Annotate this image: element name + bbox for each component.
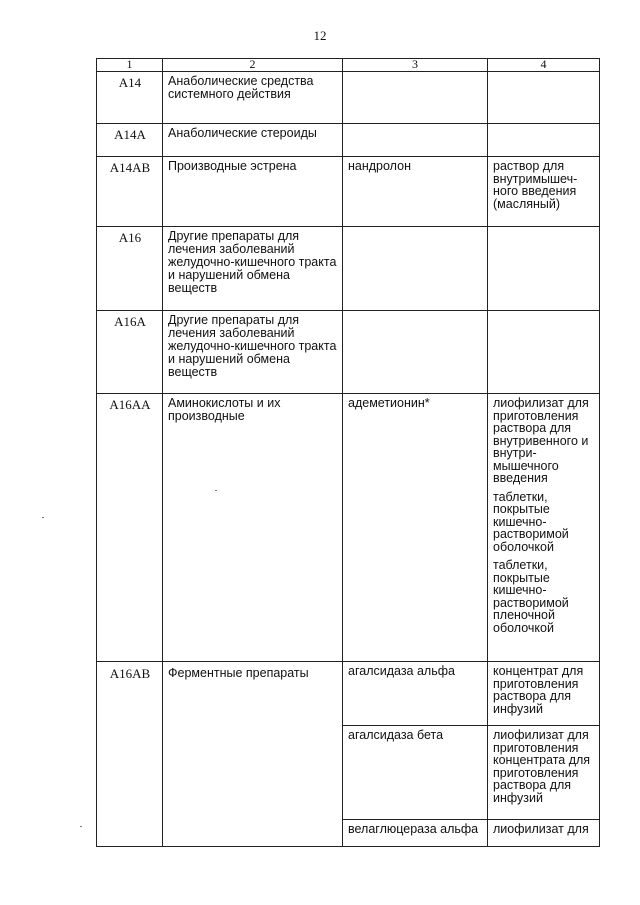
- drug-name: [343, 311, 488, 394]
- group-name: Другие препараты для лечения заболеваний желудочно-кишечного тракта и нарушений обмена веществ: [163, 311, 343, 394]
- drug-name: агалсидаза бета: [343, 726, 488, 820]
- dosage-form-item: лиофилизат для приготовления концентрата для приготовления раствора для инфузий: [493, 728, 591, 805]
- table-row: [97, 227, 600, 311]
- group-name: Производные эстрена: [163, 157, 343, 227]
- atc-code: A14A: [97, 124, 163, 157]
- dosage-form: [488, 662, 600, 726]
- page-number: 12: [313, 28, 327, 43]
- column-number-2: 2: [163, 59, 343, 72]
- dosage-form-item: раствор для внутримышеч-ного введения (масляный): [493, 159, 578, 211]
- scan-speck: [80, 826, 82, 827]
- dosage-form-item: концентрат для приготовления раствора для инфузий: [493, 664, 584, 716]
- drug-name: [343, 227, 488, 311]
- table-row: [97, 72, 600, 124]
- atc-code: A14: [97, 72, 163, 124]
- dosage-form: [488, 157, 600, 227]
- table-header-row: [97, 59, 600, 72]
- table-row: [97, 157, 600, 227]
- drug-name: [343, 72, 488, 124]
- drug-name: адеметионин*: [343, 394, 488, 662]
- atc-code: A16: [97, 227, 163, 311]
- dosage-form: [488, 124, 600, 157]
- dosage-form: [488, 726, 600, 820]
- drug-name: [343, 124, 488, 157]
- group-name: Ферментные препараты: [163, 662, 343, 847]
- dosage-form-item: лиофилизат для приготовления раствора для внутривенного и внутри-мышечного введения: [493, 396, 589, 485]
- dosage-form-item: таблетки, покрытые кишечно-растворимой оболочкой: [493, 489, 569, 554]
- atc-code: A16AA: [97, 394, 163, 662]
- column-number-1: 1: [97, 59, 163, 72]
- drug-name: нандролон: [343, 157, 488, 227]
- dosage-form: [488, 311, 600, 394]
- dosage-form: [488, 227, 600, 311]
- scan-speck: [42, 517, 44, 518]
- drug-name: агалсидаза альфа: [343, 662, 488, 726]
- table-row: [97, 311, 600, 394]
- group-name: Анаболические средства системного действия: [163, 72, 343, 124]
- column-number-3: 3: [343, 59, 488, 72]
- scan-speck: [215, 490, 217, 491]
- drug-name: велаглюцераза альфа: [343, 820, 488, 847]
- dosage-form: [488, 820, 600, 847]
- group-name: Другие препараты для лечения заболеваний желудочно-кишечного тракта и нарушений обмена веществ: [163, 227, 343, 311]
- dosage-form: [488, 394, 600, 662]
- group-name: Анаболические стероиды: [163, 124, 343, 157]
- table-row: [97, 394, 600, 662]
- dosage-form-item: лиофилизат для: [493, 822, 589, 836]
- drug-table: [96, 58, 600, 847]
- atc-code: A16A: [97, 311, 163, 394]
- group-name: Аминокислоты и их производные: [163, 394, 343, 662]
- table-row: [97, 662, 600, 726]
- dosage-form-item: таблетки, покрытые кишечно-растворимой пленочной оболочкой: [493, 558, 569, 635]
- dosage-form: [488, 72, 600, 124]
- column-number-4: 4: [488, 59, 600, 72]
- table-row: [97, 124, 600, 157]
- atc-code: A16AB: [97, 662, 163, 847]
- atc-code: A14AB: [97, 157, 163, 227]
